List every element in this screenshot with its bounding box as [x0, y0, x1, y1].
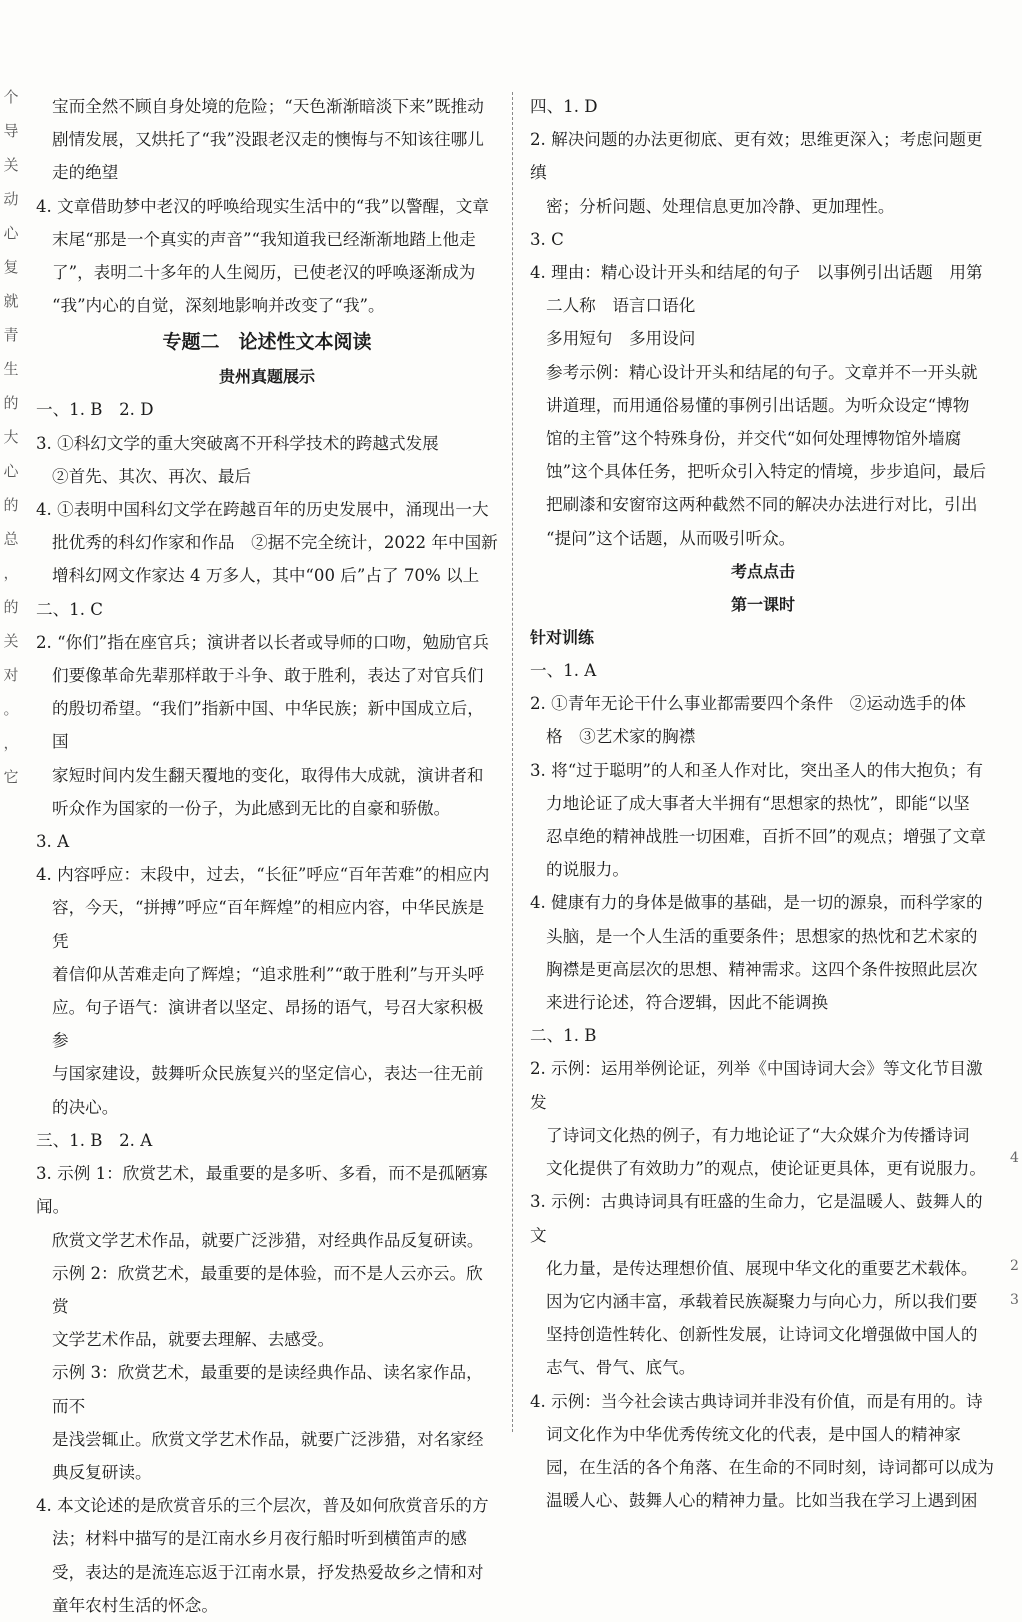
text-line: 2. 解决问题的办法更彻底、更有效；思维更深入；考虑问题更缜 [530, 130, 983, 183]
text-line: 4. 本文论述的是欣赏音乐的三个层次，普及如何欣赏音乐的方 [36, 1496, 489, 1516]
text-line: 一、1. A [530, 661, 597, 681]
text-line: 4. 内容呼应：末段中，过去，“长征”呼应“百年苦难”的相应内 [36, 865, 490, 885]
text-line: 的说服力。 [546, 860, 629, 880]
text-line: “提问”这个话题，从而吸引听众。 [546, 528, 796, 548]
lesson-title: 第一课时 [730, 594, 795, 614]
right-edge-fragment-2: 2 [1010, 1258, 1019, 1274]
text-line: 3. ①科幻文学的重大突破离不开科学技术的跨越式发展 [36, 433, 439, 453]
text-line: 家短时间内发生翻天覆地的变化，取得伟大成就，演讲者和 [52, 765, 484, 785]
text-line: 志气、骨气、底气。 [546, 1358, 696, 1378]
text-line: 参考示例：精心设计开头和结尾的句子。文章并不一开头就 [546, 362, 978, 382]
text-line: 力地论证了成大事者大半拥有“思想家的热忱”，即能“以坚 [546, 793, 970, 813]
text-line: 应。句子语气：演讲者以坚定、昂扬的语气，号召大家积极参 [52, 998, 484, 1051]
text-line: 密；分析问题、处理信息更加冷静、更加理性。 [546, 196, 895, 216]
text-line: 走的绝望 [52, 163, 119, 183]
text-line: 4. 理由：精心设计开头和结尾的句子 以事例引出话题 用第 [530, 263, 983, 283]
text-line: “我”内心的自觉，深刻地影响并改变了“我”。 [52, 296, 385, 316]
text-line: 4. 示例：当今社会读古典诗词并非没有价值，而是有用的。诗 [530, 1391, 983, 1411]
text-line: 头脑，是一个人生活的重要条件；思想家的热忱和艺术家的 [546, 926, 978, 946]
text-line: 批优秀的科幻作家和作品 ②据不完全统计，2022 年中国新 [52, 533, 498, 553]
text-line: 典反复研读。 [52, 1462, 152, 1482]
right-edge-fragment-1: 4 [1010, 1150, 1019, 1166]
text-line: 二、1. B [530, 1026, 597, 1046]
text-line: 3. A [36, 832, 70, 852]
right-column [530, 90, 996, 1517]
training-title: 针对训练 [530, 627, 595, 647]
text-line: 着信仰从苦难走向了辉煌；“追求胜利”“敢于胜利”与开头呼 [52, 964, 485, 984]
text-line: 是浅尝辄止。欣赏文学艺术作品，就要广泛涉猎，对名家经 [52, 1429, 484, 1449]
left-column [36, 90, 498, 1622]
text-line: 文学艺术作品，就要去理解、去感受。 [52, 1330, 335, 1350]
text-line: 的决心。 [52, 1097, 119, 1117]
kaodian-title: 考点点击 [730, 561, 795, 581]
text-line: 化力量，是传达理想价值、展现中华文化的重要艺术载体。 [546, 1258, 978, 1278]
text-line: 宝而全然不顾自身处境的危险；“天色渐渐暗淡下来”既推动 [52, 97, 484, 116]
right-edge-fragment-3: 3 [1010, 1292, 1019, 1308]
text-line: 四、1. D [530, 97, 598, 116]
text-line: 法；材料中描写的是江南水乡月夜行船时听到横笛声的感 [52, 1529, 467, 1549]
text-line: 来进行论述，符合逻辑，因此不能调换 [546, 993, 829, 1013]
text-line: 4. ①表明中国科幻文学在跨越百年的历史发展中，涌现出一大 [36, 500, 489, 520]
text-line: 增科幻网文作家达 4 万多人，其中“00 后”占了 70% 以上 [52, 566, 480, 586]
text-line: 格 ③艺术家的胸襟 [546, 727, 696, 747]
text-line: 欣赏文学艺术作品，就要广泛涉猎，对经典作品反复研读。 [52, 1230, 484, 1250]
text-line: 坚持创造性转化、创新性发展，让诗词文化增强做中国人的 [546, 1325, 978, 1345]
text-line: 听众作为国家的一份子，为此感到无比的自豪和骄傲。 [52, 798, 451, 818]
text-line: 多用短句 多用设问 [546, 329, 696, 349]
text-line: 忍卓绝的精神战胜一切困难，百折不回”的观点；增强了文章 [546, 827, 986, 847]
text-line: 了”，表明二十多年的人生阅历，已使老汉的呼唤逐渐成为 [52, 263, 476, 283]
text-line: 示例 3：欣赏艺术，最重要的是读经典作品、读名家作品，而不 [52, 1363, 483, 1416]
text-line: 受，表达的是流连忘返于江南水景，抒发热爱故乡之情和对 [52, 1562, 484, 1582]
text-line: 三、1. B 2. A [36, 1130, 153, 1150]
right-column-answers [530, 90, 996, 555]
text-line: 2. ①青年无论干什么事业都需要四个条件 ②运动选手的体 [530, 694, 966, 714]
text-line: 与国家建设，鼓舞听众民族复兴的坚定信心，表达一往无前 [52, 1064, 484, 1084]
text-line: 4. 文章借助梦中老汉的呼唤给现实生活中的“我”以警醒，文章 [36, 196, 489, 216]
text-line: 一、1. B 2. D [36, 400, 154, 420]
text-line: 温暖人心、鼓舞人心的精神力量。比如当我在学习上遇到困 [546, 1491, 978, 1511]
text-line: 了诗词文化热的例子，有力地论证了“大众媒介为传播诗词 [546, 1125, 970, 1145]
text-line: 2. “你们”指在座官兵；演讲者以长者或导师的口吻，勉励官兵 [36, 632, 489, 652]
left-edge-fragment: 个 导 关 动 心 复 就 青 生 的 大 心 的 总 ， 的 关 对 。 ， 它 [3, 88, 19, 786]
text-line: 的殷切希望。“我们”指新中国、中华民族；新中国成立后，国 [52, 699, 484, 752]
text-line: 童年农村生活的怀念。 [52, 1595, 218, 1615]
text-line: 4. 健康有力的身体是做事的基础，是一切的源泉，而科学家的 [530, 893, 983, 913]
section-title: 专题二 论述性文本阅读 [162, 331, 372, 354]
text-line: 3. 将“过于聪明”的人和圣人作对比，突出圣人的伟大抱负；有 [530, 760, 983, 780]
section-subtitle: 贵州真题展示 [218, 367, 315, 387]
text-line: ②首先、其次、再次、最后 [52, 466, 252, 486]
text-line: 文化提供了有效助力”的观点，使论证更具体，更有说服力。 [546, 1159, 986, 1179]
text-line: 示例 2：欣赏艺术，最重要的是体验，而不是人云亦云。欣赏 [52, 1263, 483, 1316]
text-line: 因为它内涵丰富，承载着民族凝聚力与向心力，所以我们要 [546, 1291, 978, 1311]
text-line: 容，今天，“拼搏”呼应“百年辉煌”的相应内容，中华民族是凭 [52, 898, 485, 951]
left-column-answers [36, 393, 498, 1622]
text-line: 二人称 语言口语化 [546, 296, 696, 316]
text-line: 蚀”这个具体任务，把听众引入特定的情境，步步追问，最后 [546, 462, 986, 482]
column-divider [512, 92, 513, 1432]
text-line: 3. 示例 1：欣赏艺术，最重要的是多听、多看，而不是孤陋寡闻。 [36, 1164, 488, 1217]
text-line: 3. C [530, 229, 564, 249]
text-line: 末尾“那是一个真实的声音”“我知道我已经渐渐地踏上他走 [52, 229, 476, 249]
text-line: 胸襟是更高层次的思想、精神需求。这四个条件按照此层次 [546, 959, 978, 979]
text-line: 馆的主管”这个特殊身份，并交代“如何处理博物馆外墙腐 [546, 429, 962, 449]
text-line: 2. 示例：运用举例论证，列举《中国诗词大会》等文化节目激发 [530, 1059, 983, 1112]
left-column-intro [36, 90, 498, 322]
text-line: 词文化作为中华优秀传统文化的代表，是中国人的精神家 [546, 1424, 961, 1444]
text-line: 二、1. C [36, 599, 103, 619]
text-line: 园，在生活的各个角落、在生命的不同时刻，诗词都可以成为 [546, 1457, 995, 1477]
text-line: 们要像革命先辈那样敢于斗争、敢于胜利，表达了对官兵们 [52, 666, 484, 686]
text-line: 3. 示例：古典诗词具有旺盛的生命力，它是温暖人、鼓舞人的文 [530, 1192, 983, 1245]
text-line: 把刷漆和安窗帘这两种截然不同的解决办法进行对比，引出 [546, 495, 978, 515]
right-column-training [530, 654, 996, 1517]
text-line: 讲道理，而用通俗易懂的事例引出话题。为听众设定“博物 [546, 395, 970, 415]
text-line: 剧情发展，又烘托了“我”没跟老汉走的懊悔与不知该往哪儿 [52, 130, 484, 150]
